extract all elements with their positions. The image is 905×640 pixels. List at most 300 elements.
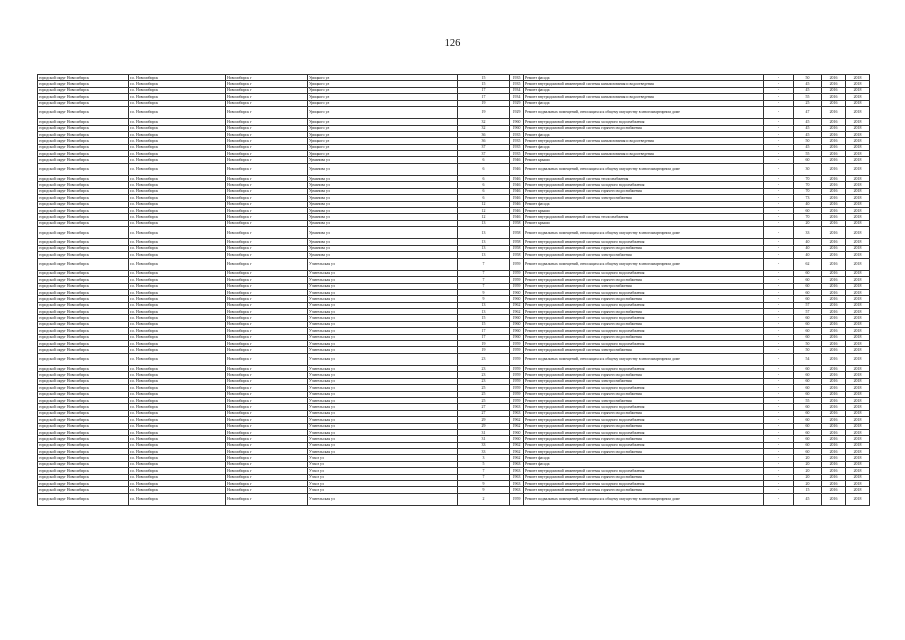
work-type-cell: Ремонт внутридомовой инженерной системы теплоснабжения — [524, 176, 764, 182]
cost-cell: - — [764, 385, 794, 391]
work-type-cell: Ремонт внутридомовой инженерной системы холодного водоснабжения — [524, 404, 764, 410]
house-number-cell: 9 — [458, 289, 510, 295]
work-type-cell: Ремонт внутридомовой инженерной системы горячего водоснабжения — [524, 449, 764, 455]
end-year-cell: 2018 — [846, 404, 870, 410]
start-year-cell: 2016 — [822, 417, 846, 423]
settlement-cell: г.о. Новосибирск — [129, 277, 226, 283]
work-type-cell: Ремонт внутридомовой инженерной системы горячего водоснабжения — [524, 391, 764, 397]
cost-cell: - — [764, 296, 794, 302]
city-cell: Новосибирск г — [226, 270, 308, 276]
cost-cell: - — [764, 157, 794, 163]
amount-cell: 60 — [794, 385, 822, 391]
build-year-cell: 1934 — [510, 94, 524, 100]
settlement-cell: г.о. Новосибирск — [129, 227, 226, 239]
cost-cell: - — [764, 201, 794, 207]
work-type-cell: Ремонт внутридомовой инженерной системы горячего водоснабжения — [524, 410, 764, 416]
end-year-cell: 2018 — [846, 341, 870, 347]
build-year-cell: 1935 — [510, 75, 524, 81]
cost-cell: - — [764, 455, 794, 461]
settlement-cell: г.о. Новосибирск — [129, 220, 226, 226]
district-cell: городской округ Новосибирск — [38, 100, 129, 106]
cost-cell: - — [764, 481, 794, 487]
amount-cell: 55 — [794, 151, 822, 157]
build-year-cell: 1958 — [510, 239, 524, 245]
build-year-cell: 1963 — [510, 487, 524, 493]
street-cell: Урицкого ул — [308, 131, 458, 137]
amount-cell: 60 — [794, 321, 822, 327]
district-cell: городской округ Новосибирск — [38, 404, 129, 410]
street-cell: Учительская ул — [308, 270, 458, 276]
work-type-cell: Ремонт внутридомовой инженерной системы горячего водоснабжения — [524, 423, 764, 429]
settlement-cell: г.о. Новосибирск — [129, 195, 226, 201]
district-cell: городской округ Новосибирск — [38, 75, 129, 81]
cost-cell: - — [764, 75, 794, 81]
city-cell: Новосибирск г — [226, 208, 308, 214]
work-type-cell: Ремонт подвальных помещений, относящихся к общему имуществу в многоквартирном доме — [524, 258, 764, 270]
street-cell: Урманова ул — [308, 245, 458, 251]
amount-cell: 40 — [794, 252, 822, 258]
cost-cell: - — [764, 227, 794, 239]
work-type-cell: Ремонт фасада — [524, 144, 764, 150]
start-year-cell: 2016 — [822, 94, 846, 100]
street-cell: Учительская ул — [308, 391, 458, 397]
table-row — [38, 258, 870, 270]
district-cell: городской округ Новосибирск — [38, 296, 129, 302]
street-cell: Учительская ул — [308, 442, 458, 448]
end-year-cell: 2018 — [846, 283, 870, 289]
house-number-cell: 27 — [458, 404, 510, 410]
street-cell: Урицкого ул — [308, 100, 458, 106]
amount-cell: 20 — [794, 455, 822, 461]
house-number-cell: 9 — [458, 481, 510, 487]
settlement-cell: г.о. Новосибирск — [129, 182, 226, 188]
house-number-cell: 23 — [458, 353, 510, 365]
settlement-cell: г.о. Новосибирск — [129, 252, 226, 258]
start-year-cell: 2016 — [822, 436, 846, 442]
district-cell: городской округ Новосибирск — [38, 182, 129, 188]
build-year-cell: 1959 — [510, 270, 524, 276]
settlement-cell: г.о. Новосибирск — [129, 239, 226, 245]
build-year-cell: 1958 — [510, 245, 524, 251]
house-number-cell: 33 — [458, 449, 510, 455]
street-cell: Учхоз ул — [308, 481, 458, 487]
house-number-cell: 17 — [458, 334, 510, 340]
district-cell: городской округ Новосибирск — [38, 429, 129, 435]
work-type-cell: Ремонт внутридомовой инженерной системы холодного водоснабжения — [524, 315, 764, 321]
cost-cell: - — [764, 131, 794, 137]
city-cell: Новосибирск г — [226, 423, 308, 429]
street-cell: Урманова ул — [308, 201, 458, 207]
build-year-cell: 1935 — [510, 131, 524, 137]
city-cell: Новосибирск г — [226, 410, 308, 416]
build-year-cell: 1960 — [510, 296, 524, 302]
district-cell: городской округ Новосибирск — [38, 176, 129, 182]
city-cell: Новосибирск г — [226, 289, 308, 295]
cost-cell: - — [764, 151, 794, 157]
work-type-cell: Ремонт внутридомовой инженерной системы горячего водоснабжения — [524, 309, 764, 315]
end-year-cell: 2018 — [846, 144, 870, 150]
house-number-cell: 17 — [458, 87, 510, 93]
end-year-cell: 2018 — [846, 125, 870, 131]
street-cell: Учительская ул — [308, 372, 458, 378]
build-year-cell: 1958 — [510, 220, 524, 226]
amount-cell: 50 — [794, 341, 822, 347]
end-year-cell: 2018 — [846, 296, 870, 302]
settlement-cell: г.о. Новосибирск — [129, 397, 226, 403]
start-year-cell: 2016 — [822, 144, 846, 150]
registry-body — [38, 75, 870, 506]
settlement-cell: г.о. Новосибирск — [129, 378, 226, 384]
build-year-cell: 1962 — [510, 442, 524, 448]
street-cell: Урманова ул — [308, 208, 458, 214]
cost-cell: - — [764, 270, 794, 276]
work-type-cell: Ремонт внутридомовой инженерной системы холодного водоснабжения — [524, 302, 764, 308]
cost-cell: - — [764, 302, 794, 308]
end-year-cell: 2018 — [846, 252, 870, 258]
city-cell: Новосибирск г — [226, 429, 308, 435]
settlement-cell: г.о. Новосибирск — [129, 81, 226, 87]
build-year-cell: 1962 — [510, 423, 524, 429]
end-year-cell: 2018 — [846, 188, 870, 194]
district-cell: городской округ Новосибирск — [38, 125, 129, 131]
house-number-cell: 23 — [458, 378, 510, 384]
cost-cell: - — [764, 258, 794, 270]
end-year-cell: 2018 — [846, 176, 870, 182]
end-year-cell: 2018 — [846, 366, 870, 372]
build-year-cell: 1960 — [510, 321, 524, 327]
amount-cell: 45 — [794, 81, 822, 87]
build-year-cell: 1958 — [510, 227, 524, 239]
district-cell: городской округ Новосибирск — [38, 258, 129, 270]
build-year-cell: 1959 — [510, 372, 524, 378]
house-number-cell: 17 — [458, 328, 510, 334]
district-cell: городской округ Новосибирск — [38, 227, 129, 239]
city-cell: Новосибирск г — [226, 163, 308, 175]
work-type-cell: Ремонт внутридомовой инженерной системы электроснабжения — [524, 195, 764, 201]
settlement-cell: г.о. Новосибирск — [129, 423, 226, 429]
district-cell: городской округ Новосибирск — [38, 487, 129, 493]
amount-cell: 60 — [794, 404, 822, 410]
settlement-cell: г.о. Новосибирск — [129, 119, 226, 125]
start-year-cell: 2016 — [822, 372, 846, 378]
page-number: 126 — [444, 38, 461, 49]
city-cell: Новосибирск г — [226, 385, 308, 391]
end-year-cell: 2018 — [846, 182, 870, 188]
settlement-cell: г.о. Новосибирск — [129, 138, 226, 144]
amount-cell: 25 — [794, 100, 822, 106]
settlement-cell: г.о. Новосибирск — [129, 372, 226, 378]
city-cell: Новосибирск г — [226, 417, 308, 423]
street-cell: Учительская ул — [308, 378, 458, 384]
amount-cell: 60 — [794, 334, 822, 340]
city-cell: Новосибирск г — [226, 372, 308, 378]
street-cell: Учительская ул — [308, 315, 458, 321]
start-year-cell: 2016 — [822, 385, 846, 391]
table-row — [38, 227, 870, 239]
cost-cell: - — [764, 81, 794, 87]
street-cell: Урманова ул — [308, 252, 458, 258]
work-type-cell: Ремонт внутридомовой инженерной системы холодного водоснабжения — [524, 385, 764, 391]
end-year-cell: 2018 — [846, 334, 870, 340]
street-cell: Учительская ул — [308, 283, 458, 289]
district-cell: городской округ Новосибирск — [38, 493, 129, 505]
table-row — [38, 493, 870, 505]
street-cell: Урицкого ул — [308, 81, 458, 87]
settlement-cell: г.о. Новосибирск — [129, 151, 226, 157]
settlement-cell: г.о. Новосибирск — [129, 289, 226, 295]
build-year-cell: 1963 — [510, 461, 524, 467]
build-year-cell: 1963 — [510, 404, 524, 410]
work-type-cell: Ремонт внутридомовой инженерной системы электроснабжения — [524, 283, 764, 289]
house-number-cell: 12 — [458, 201, 510, 207]
district-cell: городской округ Новосибирск — [38, 157, 129, 163]
settlement-cell: г.о. Новосибирск — [129, 404, 226, 410]
repair-registry-table — [37, 74, 870, 506]
city-cell: Новосибирск г — [226, 239, 308, 245]
district-cell: городской округ Новосибирск — [38, 87, 129, 93]
house-number-cell: 15 — [458, 321, 510, 327]
build-year-cell: 1959 — [510, 366, 524, 372]
house-number-cell: 7 — [458, 277, 510, 283]
district-cell: городской округ Новосибирск — [38, 321, 129, 327]
city-cell: Новосибирск г — [226, 195, 308, 201]
city-cell: Новосибирск г — [226, 201, 308, 207]
build-year-cell: 1946 — [510, 157, 524, 163]
build-year-cell: 1959 — [510, 378, 524, 384]
start-year-cell: 2016 — [822, 468, 846, 474]
settlement-cell: г.о. Новосибирск — [129, 131, 226, 137]
district-cell: городской округ Новосибирск — [38, 391, 129, 397]
end-year-cell: 2018 — [846, 461, 870, 467]
street-cell: Урманова ул — [308, 214, 458, 220]
cost-cell: - — [764, 289, 794, 295]
amount-cell: 62 — [794, 258, 822, 270]
district-cell: городской округ Новосибирск — [38, 461, 129, 467]
end-year-cell: 2018 — [846, 442, 870, 448]
end-year-cell: 2018 — [846, 468, 870, 474]
cost-cell: - — [764, 474, 794, 480]
start-year-cell: 2016 — [822, 397, 846, 403]
street-cell: Учительская ул — [308, 410, 458, 416]
end-year-cell: 2018 — [846, 81, 870, 87]
house-number-cell: 31 — [458, 429, 510, 435]
start-year-cell: 2016 — [822, 220, 846, 226]
build-year-cell: 1929 — [510, 100, 524, 106]
house-number-cell: 29 — [458, 423, 510, 429]
start-year-cell: 2016 — [822, 442, 846, 448]
amount-cell: 45 — [794, 125, 822, 131]
amount-cell: 50 — [794, 75, 822, 81]
city-cell: Новосибирск г — [226, 442, 308, 448]
house-number-cell: 6 — [458, 157, 510, 163]
end-year-cell: 2018 — [846, 423, 870, 429]
street-cell: Учительская ул — [308, 328, 458, 334]
start-year-cell: 2016 — [822, 347, 846, 353]
amount-cell: 47 — [794, 106, 822, 118]
work-type-cell: Ремонт внутридомовой инженерной системы горячего водоснабжения — [524, 487, 764, 493]
house-number-cell: 15 — [458, 81, 510, 87]
district-cell: городской округ Новосибирск — [38, 347, 129, 353]
work-type-cell: Ремонт внутридомовой инженерной системы горячего водоснабжения — [524, 474, 764, 480]
street-cell: Учительская ул — [308, 366, 458, 372]
district-cell: городской округ Новосибирск — [38, 410, 129, 416]
settlement-cell: г.о. Новосибирск — [129, 125, 226, 131]
work-type-cell: Ремонт крыши — [524, 220, 764, 226]
city-cell: Новосибирск г — [226, 455, 308, 461]
street-cell: Урманова ул — [308, 227, 458, 239]
street-cell: Урманова ул — [308, 182, 458, 188]
house-number-cell: 32 — [458, 119, 510, 125]
work-type-cell: Ремонт внутридомовой инженерной системы холодного водоснабжения — [524, 270, 764, 276]
street-cell: Урманова ул — [308, 163, 458, 175]
city-cell: Новосибирск г — [226, 75, 308, 81]
cost-cell: - — [764, 436, 794, 442]
end-year-cell: 2018 — [846, 481, 870, 487]
build-year-cell: 1946 — [510, 163, 524, 175]
settlement-cell: г.о. Новосибирск — [129, 328, 226, 334]
house-number-cell: 9 — [458, 296, 510, 302]
work-type-cell: Ремонт внутридомовой инженерной системы горячего водоснабжения — [524, 321, 764, 327]
house-number-cell: 6 — [458, 176, 510, 182]
district-cell: городской округ Новосибирск — [38, 289, 129, 295]
district-cell: городской округ Новосибирск — [38, 245, 129, 251]
table-row — [38, 163, 870, 175]
end-year-cell: 2018 — [846, 220, 870, 226]
work-type-cell: Ремонт внутридомовой инженерной системы горячего водоснабжения — [524, 277, 764, 283]
settlement-cell: г.о. Новосибирск — [129, 474, 226, 480]
street-cell: Учительская ул — [308, 449, 458, 455]
build-year-cell: 1946 — [510, 182, 524, 188]
work-type-cell: Ремонт фасада — [524, 455, 764, 461]
house-number-cell: 7 — [458, 474, 510, 480]
end-year-cell: 2018 — [846, 378, 870, 384]
district-cell: городской округ Новосибирск — [38, 151, 129, 157]
house-number-cell: 25 — [458, 385, 510, 391]
house-number-cell: 13 — [458, 239, 510, 245]
city-cell: Новосибирск г — [226, 283, 308, 289]
district-cell: городской округ Новосибирск — [38, 385, 129, 391]
street-cell: Учительская ул — [308, 309, 458, 315]
cost-cell: - — [764, 487, 794, 493]
end-year-cell: 2018 — [846, 75, 870, 81]
end-year-cell: 2018 — [846, 214, 870, 220]
cost-cell: - — [764, 94, 794, 100]
build-year-cell: 1959 — [510, 341, 524, 347]
street-cell: Учительская ул — [308, 258, 458, 270]
city-cell: Новосибирск г — [226, 151, 308, 157]
house-number-cell: 9 — [458, 487, 510, 493]
amount-cell: 20 — [794, 468, 822, 474]
house-number-cell: 7 — [458, 258, 510, 270]
city-cell: Новосибирск г — [226, 353, 308, 365]
street-cell: Урманова ул — [308, 239, 458, 245]
cost-cell: - — [764, 125, 794, 131]
build-year-cell: 1963 — [510, 474, 524, 480]
amount-cell: 60 — [794, 208, 822, 214]
amount-cell: 40 — [794, 245, 822, 251]
amount-cell: 70 — [794, 176, 822, 182]
district-cell: городской округ Новосибирск — [38, 106, 129, 118]
district-cell: городской округ Новосибирск — [38, 468, 129, 474]
build-year-cell: 1946 — [510, 214, 524, 220]
start-year-cell: 2016 — [822, 163, 846, 175]
settlement-cell: г.о. Новосибирск — [129, 455, 226, 461]
district-cell: городской округ Новосибирск — [38, 81, 129, 87]
city-cell: Новосибирск г — [226, 366, 308, 372]
amount-cell: 40 — [794, 239, 822, 245]
settlement-cell: г.о. Новосибирск — [129, 353, 226, 365]
settlement-cell: г.о. Новосибирск — [129, 410, 226, 416]
cost-cell: - — [764, 214, 794, 220]
cost-cell: - — [764, 176, 794, 182]
district-cell: городской округ Новосибирск — [38, 220, 129, 226]
city-cell: Новосибирск г — [226, 404, 308, 410]
settlement-cell: г.о. Новосибирск — [129, 334, 226, 340]
settlement-cell: г.о. Новосибирск — [129, 100, 226, 106]
settlement-cell: г.о. Новосибирск — [129, 87, 226, 93]
house-number-cell: 25 — [458, 397, 510, 403]
city-cell: Новосибирск г — [226, 188, 308, 194]
city-cell: Новосибирск г — [226, 258, 308, 270]
city-cell: Новосибирск г — [226, 214, 308, 220]
city-cell: Новосибирск г — [226, 144, 308, 150]
street-cell: Урицкого ул — [308, 75, 458, 81]
district-cell: городской округ Новосибирск — [38, 188, 129, 194]
cost-cell: - — [764, 182, 794, 188]
city-cell: Новосибирск г — [226, 302, 308, 308]
start-year-cell: 2016 — [822, 151, 846, 157]
cost-cell: - — [764, 366, 794, 372]
amount-cell: 60 — [794, 410, 822, 416]
street-cell: Урицкого ул — [308, 138, 458, 144]
city-cell: Новосибирск г — [226, 468, 308, 474]
cost-cell: - — [764, 163, 794, 175]
work-type-cell: Ремонт внутридомовой инженерной системы канализования и водоотведения — [524, 94, 764, 100]
build-year-cell: 1946 — [510, 201, 524, 207]
street-cell: Урицкого ул — [308, 125, 458, 131]
house-number-cell: 37 — [458, 144, 510, 150]
district-cell: городской округ Новосибирск — [38, 270, 129, 276]
street-cell: Урицкого ул — [308, 94, 458, 100]
cost-cell: - — [764, 283, 794, 289]
house-number-cell: 31 — [458, 436, 510, 442]
end-year-cell: 2018 — [846, 270, 870, 276]
settlement-cell: г.о. Новосибирск — [129, 417, 226, 423]
street-cell: Учительская ул — [308, 429, 458, 435]
settlement-cell: г.о. Новосибирск — [129, 449, 226, 455]
settlement-cell: г.о. Новосибирск — [129, 468, 226, 474]
amount-cell: 60 — [794, 391, 822, 397]
build-year-cell: 1959 — [510, 283, 524, 289]
house-number-cell: 29 — [458, 417, 510, 423]
street-cell: Учительская ул — [308, 302, 458, 308]
settlement-cell: г.о. Новосибирск — [129, 366, 226, 372]
end-year-cell: 2018 — [846, 372, 870, 378]
district-cell: городской округ Новосибирск — [38, 309, 129, 315]
settlement-cell: г.о. Новосибирск — [129, 461, 226, 467]
work-type-cell: Ремонт внутридомовой инженерной системы холодного водоснабжения — [524, 182, 764, 188]
district-cell: городской округ Новосибирск — [38, 366, 129, 372]
end-year-cell: 2018 — [846, 227, 870, 239]
street-cell: Учительская ул — [308, 321, 458, 327]
end-year-cell: 2018 — [846, 417, 870, 423]
work-type-cell: Ремонт фасада — [524, 131, 764, 137]
settlement-cell: г.о. Новосибирск — [129, 296, 226, 302]
district-cell: городской округ Новосибирск — [38, 442, 129, 448]
end-year-cell: 2018 — [846, 138, 870, 144]
work-type-cell: Ремонт фасада — [524, 461, 764, 467]
cost-cell: - — [764, 195, 794, 201]
